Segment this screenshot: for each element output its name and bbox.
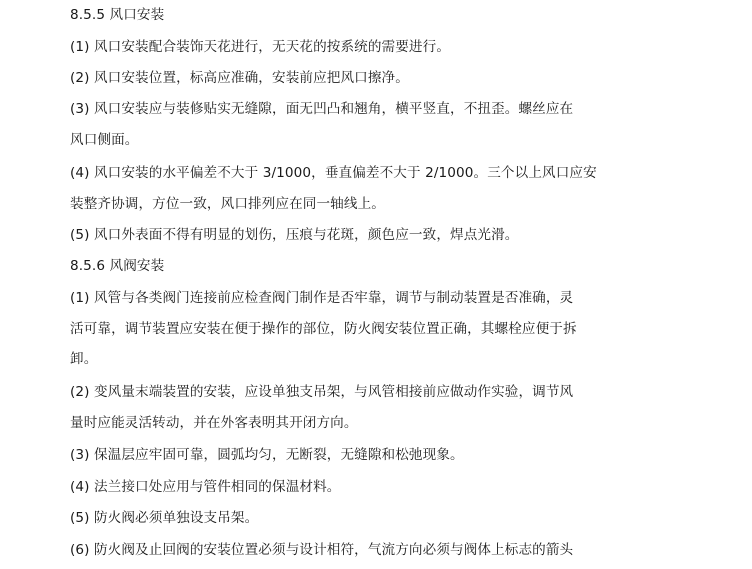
paragraph-line: 风口侧面。 [70,132,139,148]
paragraph-line: 活可靠，调节装置应安装在便于操作的部位，防火阀安装位置正确，其螺栓应便于拆 [70,321,577,337]
paragraph-line: (1) 风口安装配合装饰天花进行，无天花的按系统的需要进行。 [70,39,451,55]
paragraph-line: (4) 风口安装的水平偏差不大于 3/1000，垂直偏差不大于 2/1000。三个以上风口应安 [70,165,597,181]
paragraph-line: (5) 风口外表面不得有明显的划伤，压痕与花斑，颜色应一致，焊点光滑。 [70,227,519,243]
paragraph-line: 卸。 [70,351,98,367]
paragraph-line: 量时应能灵活转动，并在外客表明其开闭方向。 [70,415,358,431]
section-heading-8-5-6: 8.5.6 风阀安装 [70,258,165,274]
paragraph-line: 装整齐协调，方位一致，风口排列应在同一轴线上。 [70,196,385,212]
paragraph-line: (3) 风口安装应与装修贴实无缝隙，面无凹凸和翘角，横平竖直，不扭歪。螺丝应在 [70,101,574,117]
paragraph-line: (4) 法兰接口处应用与管件相同的保温材料。 [70,479,341,495]
paragraph-line: (3) 保温层应牢固可靠，圆弧均匀，无断裂，无缝隙和松弛现象。 [70,447,464,463]
section-heading-8-5-5: 8.5.5 风口安装 [70,7,165,23]
paragraph-line: (2) 变风量末端装置的安装，应设单独支吊架，与风管相接前应做动作实验，调节风 [70,384,574,400]
paragraph-line: (2) 风口安装位置，标高应准确，安装前应把风口擦净。 [70,70,409,86]
paragraph-line: (5) 防火阀必须单独设支吊架。 [70,510,259,526]
paragraph-line: (6) 防火阀及止回阀的安装位置必须与设计相符，气流方向必须与阀体上标志的箭头 [70,542,574,558]
paragraph-line: (1) 风管与各类阀门连接前应检查阀门制作是否牢靠，调节与制动装置是否准确，灵 [70,290,574,306]
